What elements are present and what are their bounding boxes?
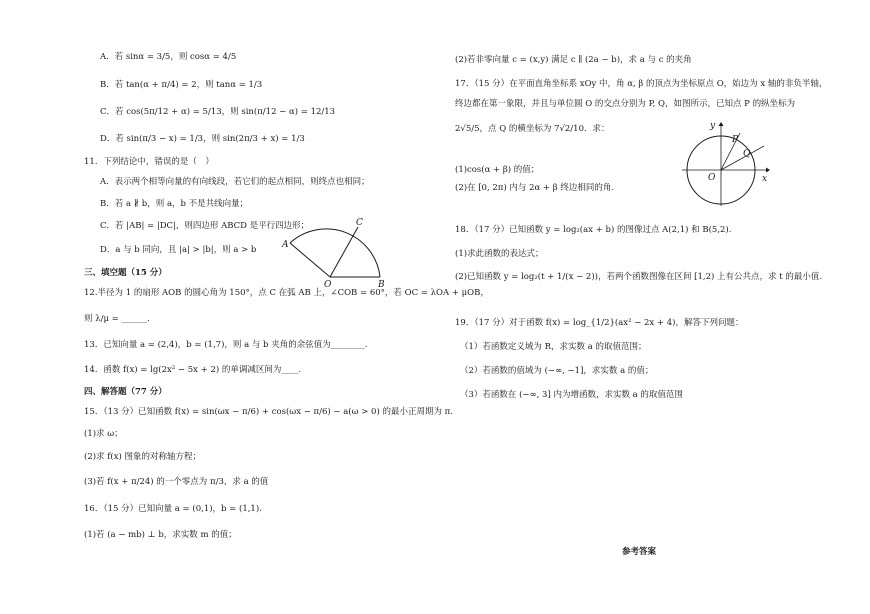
q16-stem: 16．（15 分）已知向量 a = (0,1)，b = (1,1). <box>84 504 262 514</box>
q15-part-2: (2)求 f(x) 图象的对称轴方程； <box>84 452 202 462</box>
unit-circle-figure <box>680 118 780 208</box>
q15-part-3: (3)若 f(x + π/24) 的一个零点为 π/3，求 a 的值 <box>84 477 269 487</box>
q10-option-d: D．若 sin(π/3 − x) = 1/3，则 sin(2π/3 + x) = 1/3 <box>100 134 305 144</box>
label-q: Q <box>743 149 751 159</box>
q10-option-a: A．若 sinα = 3/5，则 cosα = 4/5 <box>100 52 237 62</box>
q17-part-2: (2)在 [0, 2π) 内与 2α + β 终边相同的角. <box>455 183 615 193</box>
q11-stem: 11．下列结论中，错误的是（ ） <box>84 157 214 167</box>
q12-line-2: 则 λ/μ = ______. <box>84 314 150 324</box>
q17-line-3: 2√5/5，点 Q 的横坐标为 7√2/10．求： <box>455 124 610 134</box>
label-a: A <box>282 240 289 250</box>
radius-oa <box>290 243 330 277</box>
section-3-heading: 三、填空题（15 分） <box>84 268 167 278</box>
section-4-heading: 四、解答题（77 分） <box>84 387 167 397</box>
q18-stem: 18．（17 分）已知函数 y = log₂(ax + b) 的图像过点 A(2,1) 和 B(5,2). <box>455 225 732 235</box>
radius-oc <box>330 227 358 277</box>
q13: 13．已知向量 a = (2,4)，b = (1,7)，则 a 与 b 夹角的余弦值为________. <box>84 340 368 350</box>
q14: 14．函数 f(x) = lg(2x² − 5x + 2) 的单调减区间为____. <box>84 365 302 375</box>
label-b: B <box>378 280 385 290</box>
label-o: O <box>324 280 332 290</box>
q19-part-3: （3）若函数在 (−∞, 3] 内为增函数，求实数 a 的取值范围 <box>460 390 683 400</box>
label-x: x <box>762 174 768 184</box>
q17-part-1: (1)cos(α + β) 的值； <box>455 165 540 175</box>
label-o: O <box>708 173 716 183</box>
label-c: C <box>356 218 363 228</box>
q19-stem: 19．（17 分）对于函数 f(x) = log_{1/2}(ax² − 2x + 4)，解答下列问题： <box>455 318 744 328</box>
q15-stem: 15．（13 分）已知函数 f(x) = sin(ωx − π/6) + cos(ωx − π/6) − a(ω > 0) 的最小正周期为 π. <box>84 407 453 417</box>
x-axis-arrow <box>766 168 770 173</box>
q11-option-b: B．若 a ∦ b，则 a，b 不是共线向量； <box>100 199 249 209</box>
q19-part-2: （2）若函数的值域为 (−∞, −1]，求实数 a 的值； <box>460 366 654 376</box>
q18-part-1: (1)求此函数的表达式； <box>455 249 544 259</box>
sector-figure <box>282 215 392 290</box>
q17-line-1: 17．（15 分）在平面直角坐标系 xOy 中，角 α, β 的顶点为坐标原点 O，始边为 x 轴的非负半轴， <box>455 79 828 89</box>
label-p: P <box>732 135 739 145</box>
q15-part-1: (1)求 ω； <box>84 429 123 439</box>
q10-option-b: B．若 tan(α + π/4) = 2，则 tanα = 1/3 <box>100 80 263 90</box>
q11-option-d: D．a 与 b 同向，且 |a| > |b|，则 a > b <box>100 245 257 255</box>
q18-part-2: (2)已知函数 y = log₂(t + 1/(x − 2))，若两个函数图像在区间 [1,2) 上有公共点，求 t 的最小值. <box>455 272 823 282</box>
q19-part-1: （1）若函数定义域为 R，求实数 a 的取值范围； <box>460 342 647 352</box>
q11-option-c: C．若 |AB| = |DC|，则四边形 ABCD 是平行四边形； <box>100 221 310 231</box>
y-axis-arrow <box>719 122 724 126</box>
q16-part-2: (2)若非零向量 c = (x,y) 满足 c ∥ (2a − b)，求 a 与 c 的夹角 <box>455 55 692 65</box>
q12-line-1: 12.半径为 1 的扇形 AOB 的圆心角为 150°，点 C 在弧 AB 上，∠COB = 60°，若 OC = λOA + μOB， <box>84 288 489 298</box>
q11-option-a: A．表示两个相等向量的有向线段，若它们的起点相同，则终点也相同； <box>100 177 370 187</box>
q17-line-2: 终边都在第一象限，并且与单位圆 O 的交点分别为 P, Q，如图所示，已知点 P 的纵坐标为 <box>455 99 796 109</box>
sector-arc <box>290 229 380 277</box>
q10-option-c: C．若 cos(5π/12 + α) = 5/13，则 sin(π/12 − α) = 12/13 <box>100 107 336 117</box>
q16-part-1: (1)若 (a − mb) ⊥ b，求实数 m 的值； <box>84 530 237 540</box>
answer-key-heading: 参考答案 <box>622 547 657 557</box>
label-y: y <box>710 121 716 131</box>
